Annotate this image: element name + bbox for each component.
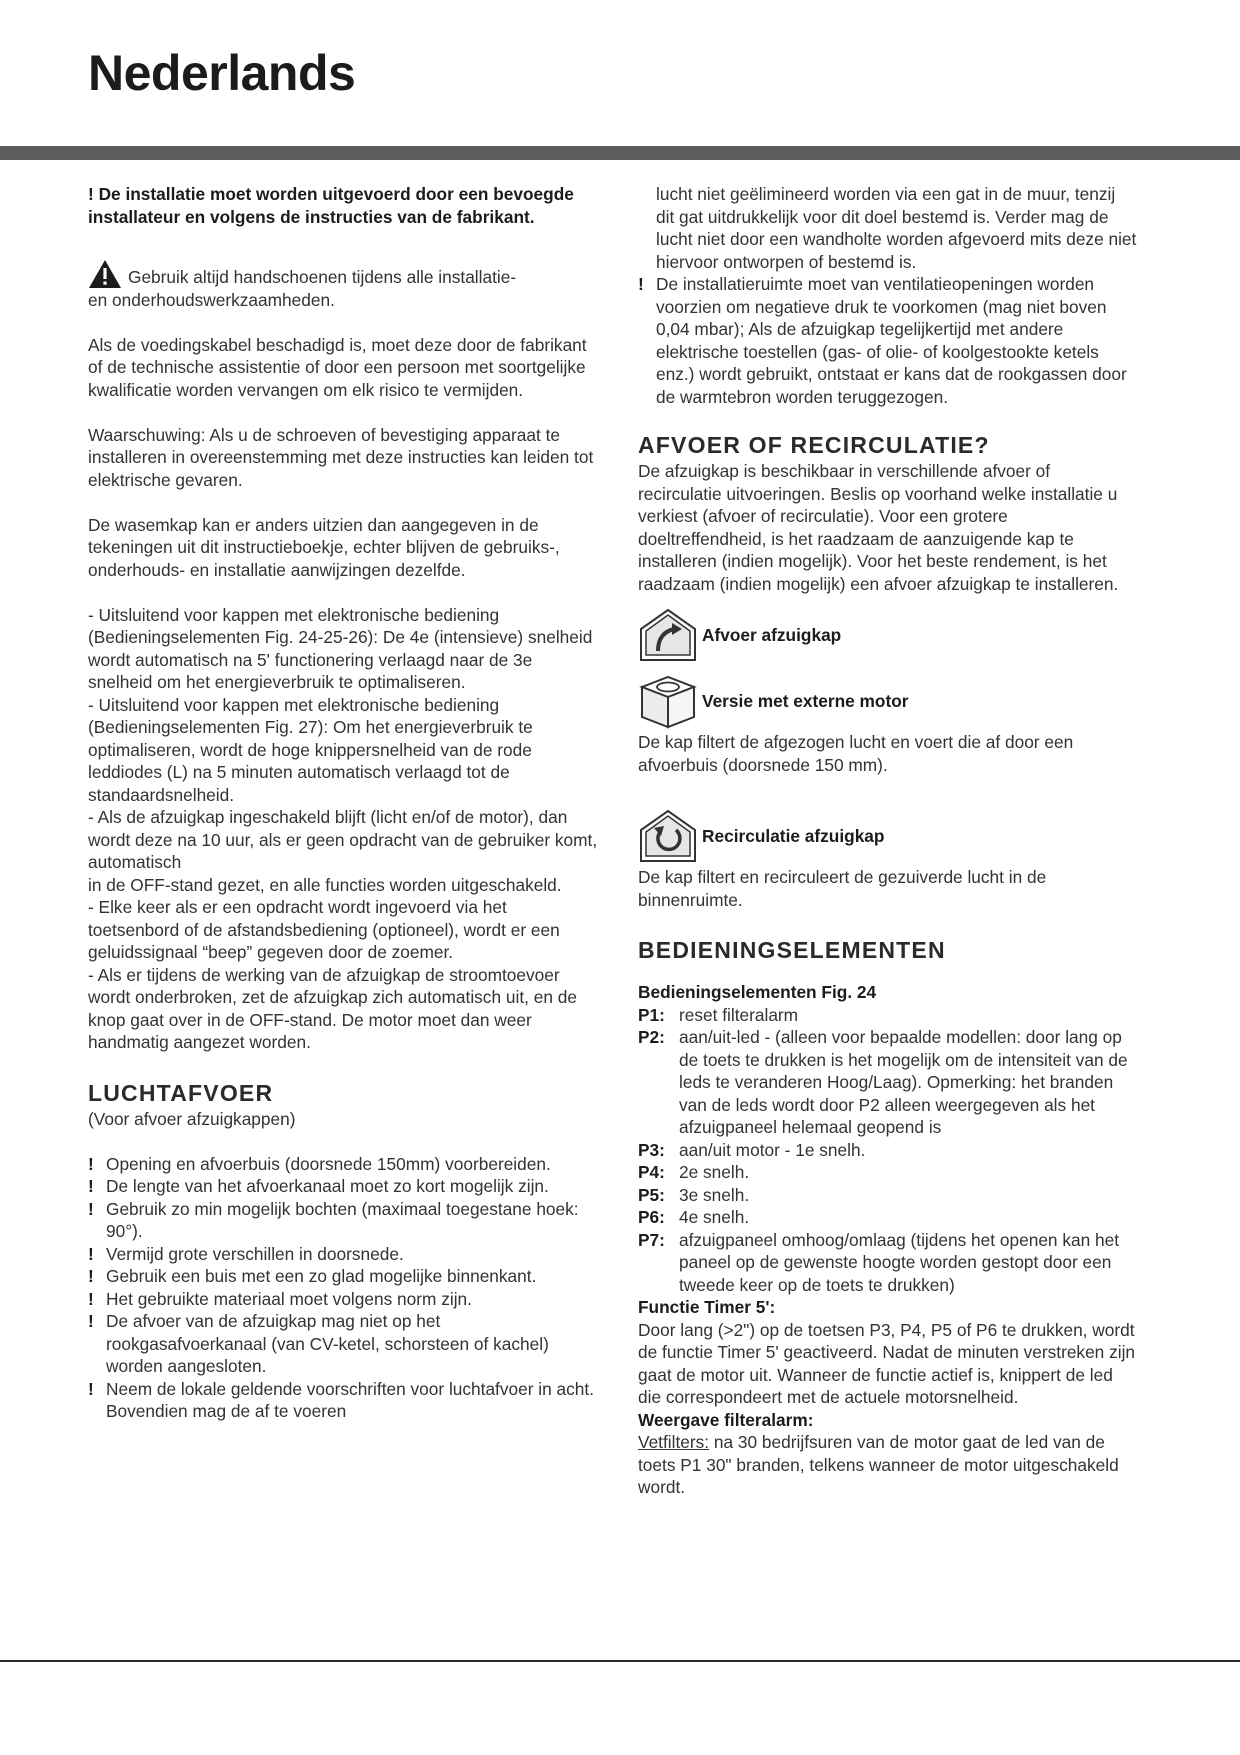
page-title: Nederlands <box>88 45 356 101</box>
warning-triangle-icon <box>88 259 122 289</box>
bediening-heading: BEDIENINGSELEMENTEN <box>638 937 946 963</box>
timer-heading: Functie Timer 5': <box>638 1297 776 1317</box>
footer-rule <box>0 1660 1240 1662</box>
bediening-list <box>638 1004 1138 1297</box>
filter-label: Vetfilters: <box>638 1432 710 1452</box>
afvoer-heading: AFVOER OF RECIRCULATIE? <box>638 432 990 458</box>
exhaust-hood-icon <box>638 607 698 663</box>
list-item: ! De afvoer van de afzuigkap mag niet op het rookgasafvoerkanaal (van CV-ketel, schorsteen of kachel) worden aangesloten. <box>88 1311 549 1376</box>
note-3: - Als de afzuigkap ingeschakeld blijft (licht en/of de motor), dan wordt deze na 10 uur, als er geen opdracht van de gebruiker komt, automatisch <box>88 807 598 872</box>
afvoer-paragraph: De afzuigkap is beschikbaar in verschillende afvoer of recirculatie uitvoeringen. Beslis op voorhand welke installatie u verkiest (afvoer of recirculatie). Voor een grotere doeltreffendheid, is het raadzaam de aanzuigende kap te installeren (indien mogelijk). Voor het beste rendement, is het raadzaam (indien mogelijk) een afvoer afzuigkap te installeren. <box>638 461 1119 594</box>
list-item: P4: 2e snelh. <box>638 1162 750 1182</box>
exclamation-icon: ! <box>88 184 99 204</box>
bediening-subheading: Bedieningselementen Fig. 24 <box>638 982 877 1002</box>
exclamation-icon: ! <box>638 274 644 294</box>
installation-notice: ! De installatie moet worden uitgevoerd door een bevoegde installateur en volgens de instructies van de fabrikant. <box>88 184 574 227</box>
cable-paragraph: Als de voedingskabel beschadigd is, moet deze door de fabrikant of de technische assistentie of door een persoon met soortgelijke kwalificatie worden vervangen om elk risico te vermijden. <box>88 334 587 400</box>
exclamation-icon: ! <box>88 1198 94 1219</box>
ventilation-item: ! De installatieruimte moet van ventilatieopeningen worden voorzien om negatieve druk te voorkomen (mag niet boven 0,04 mbar); Als de afzuigkap tegelijkertijd met andere elektrische toestellen (gas- of olie- of koolgestookte ketels enz.) wordt gebruikt, ontstaat er kans dat de rookgassen door de warmtebron worden teruggezogen. <box>638 274 1127 407</box>
list-item: ! Neem de lokale geldende voorschriften voor luchtafvoer in acht. Bovendien mag de af te voeren <box>88 1378 594 1421</box>
filter-paragraph: Vetfilters: na 30 bedrijfsuren van de motor gaat de led van de toets P1 30" branden, telkens wanneer de motor uitgeschakeld wordt. <box>638 1432 1119 1497</box>
list-item: ! De lengte van het afvoerkanaal moet zo kort mogelijk zijn. <box>88 1176 549 1196</box>
list-item: P7: afzuigpaneel omhoog/omlaag (tijdens het openen kan het paneel op de gewenste hoogte worden gestopt door een tweede keer op de toets te drukken) <box>638 1229 1120 1295</box>
timer-paragraph: Door lang (>2") op de toetsen P3, P4, P5 of P6 te drukken, wordt de functie Timer 5' geactiveerd. Nadat de minuten verstreken zijn gaat de motor uit. Wanneer de functie actief is, knippert de led die correspondeert met de actuele motorsnelheid. <box>638 1319 1136 1407</box>
appearance-paragraph: De wasemkap kan er anders uitzien dan aangegeven in de tekeningen uit dit instructieboekje, echter blijven de gebruiks-, onderhouds- en installatie aanwijzingen dezelfde. <box>88 514 560 580</box>
note-1: - Uitsluitend voor kappen met elektronische bediening (Bedieningselementen Fig. 24-25-26): De 4e (intensieve) snelheid wordt automatisch na 5' functionering verlaagd naar de 3e snelheid om het energieverbruik te optimaliseren. <box>88 604 593 692</box>
luchtafvoer-sub: (Voor afvoer afzuigkappen) <box>88 1108 296 1129</box>
note-5: - Als er tijdens de werking van de afzuigkap de stroomtoevoer wordt onderbroken, zet de afzuigkap zich automatisch uit, en de knop gaat over in de OFF-stand. De motor moet dan weer handmatig aangezet worden. <box>88 964 577 1052</box>
luchtafvoer-list <box>88 1153 598 1423</box>
exclamation-icon: ! <box>88 1266 94 1286</box>
gloves-warning: Gebruik altijd handschoenen tijdens alle installatie- <box>88 259 598 289</box>
exclamation-icon: ! <box>88 1176 94 1196</box>
gloves-warning-cont: en onderhoudswerkzaamheden. <box>88 289 335 310</box>
list-item: ! Vermijd grote verschillen in doorsnede. <box>88 1243 404 1264</box>
list-item: P3: aan/uit motor - 1e snelh. <box>638 1139 866 1160</box>
header-bar <box>0 146 1240 160</box>
list-item: ! Gebruik een buis met een zo glad mogelijke binnenkant. <box>88 1266 537 1286</box>
left-column <box>88 183 598 1423</box>
continuation-paragraph: lucht niet geëlimineerd worden via een gat in de muur, tenzij dit gat uitdrukkelijk voor dit doel bestemd is. Verder mag de lucht niet door een wandholte worden afgevoerd mits deze niet hiervoor ontworpen of bestemd is. <box>656 184 1137 272</box>
extern-paragraph: De kap filtert de afgezogen lucht en voert die af door een afvoerbuis (doorsnede 150 mm). <box>638 732 1074 775</box>
warning-paragraph: Waarschuwing: Als u de schroeven of bevestiging apparaat te installeren in overeenstemming met deze instructies kan leiden tot elektrische gevaren. <box>88 424 594 490</box>
external-motor-icon <box>638 673 698 729</box>
note-3-cont: in de OFF-stand gezet, en alle functies worden uitgeschakeld. <box>88 874 562 895</box>
afvoer-afzuigkap-row: Afvoer afzuigkap <box>638 605 1138 665</box>
list-item: P5: 3e snelh. <box>638 1184 750 1205</box>
recirc-paragraph: De kap filtert en recirculeert de gezuiverde lucht in de binnenruimte. <box>638 867 1047 910</box>
exclamation-icon: ! <box>88 1378 94 1399</box>
list-item: P2: aan/uit-led - (alleen voor bepaalde modellen: door lang op de toets te drukken is het mogelijk om de intensiteit van de leds te veranderen Hoog/Laag). Opmerking: het branden van de leds wordt door P2 alleen weergegeven als het afzuigpaneel helemaal geopend is <box>638 1027 1128 1137</box>
exclamation-icon: ! <box>88 1288 94 1309</box>
recirculation-hood-icon <box>638 808 698 864</box>
list-item: ! Gebruik zo min mogelijk bochten (maximaal toegestane hoek: 90°). <box>88 1198 579 1241</box>
recirculatie-row: Recirculatie afzuigkap <box>638 806 1138 866</box>
list-item: P6: 4e snelh. <box>638 1207 750 1227</box>
filter-heading: Weergave filteralarm: <box>638 1409 814 1430</box>
exclamation-icon: ! <box>88 1243 94 1264</box>
note-2: - Uitsluitend voor kappen met elektronische bediening (Bedieningselementen Fig. 27): Om het energieverbruik te optimaliseren, wordt de hoge knippersnelheid van de rode leddiodes (L) na 5 minuten automatisch verlaagd tot de standaardsnelheid. <box>88 694 533 805</box>
luchtafvoer-heading: LUCHTAFVOER <box>88 1079 274 1106</box>
list-item: P1: reset filteralarm <box>638 1004 799 1025</box>
list-item: ! Opening en afvoerbuis (doorsnede 150mm) voorbereiden. <box>88 1153 551 1174</box>
note-4: - Elke keer als er een opdracht wordt ingevoerd via het toetsenbord of de afstandsbediening (optioneel), wordt er een geluidssignaal “beep” gegeven door de zoemer. <box>88 897 560 962</box>
exclamation-icon: ! <box>88 1153 94 1174</box>
exclamation-icon: ! <box>88 1311 94 1331</box>
externe-motor-row: Versie met externe motor <box>638 671 1138 731</box>
list-item: ! Het gebruikte materiaal moet volgens norm zijn. <box>88 1288 472 1309</box>
right-column <box>638 183 1138 1499</box>
